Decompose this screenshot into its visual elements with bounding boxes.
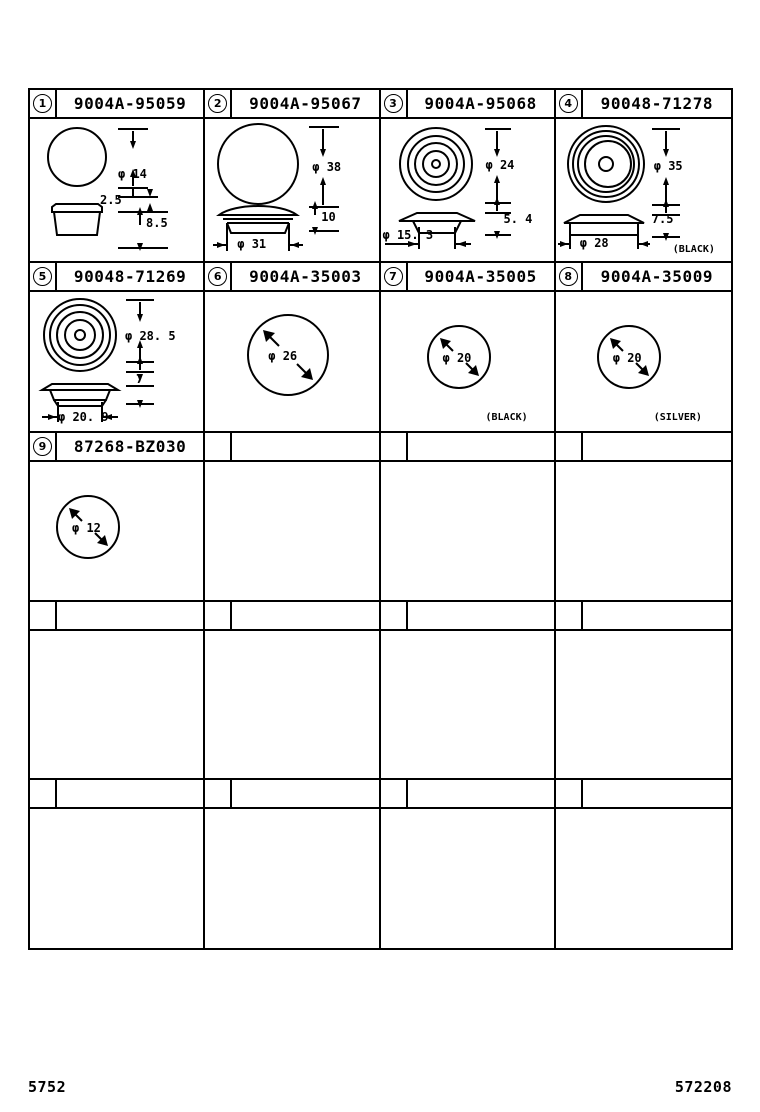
item-number-box	[30, 90, 57, 117]
dimension-label: φ 15. 3	[382, 228, 434, 242]
part-number-label: 9004A-35005	[424, 266, 537, 286]
color-note: (BLACK)	[485, 412, 528, 423]
part-number-label: 87268-BZ030	[73, 436, 187, 456]
item-number-box	[381, 263, 408, 290]
item-number-circle: 4	[559, 94, 578, 113]
header-cell-item-5[interactable]	[30, 263, 205, 290]
header-cell-item-3[interactable]	[381, 90, 556, 117]
header-cell-item-9[interactable]	[30, 433, 205, 460]
part-number-label	[408, 433, 554, 460]
body-row-1	[30, 119, 731, 263]
page-code-right: 572208	[674, 1078, 732, 1096]
header-cell-item-7[interactable]	[381, 263, 556, 290]
dimension-label: 7	[136, 372, 144, 386]
plug-drawing-2	[205, 119, 380, 261]
body-row-4	[30, 631, 731, 780]
header-cell-item-1[interactable]	[30, 90, 205, 117]
part-number-label	[408, 780, 554, 807]
page-code-left: 5752	[28, 1078, 67, 1096]
body-row-5	[30, 809, 731, 948]
item-number-circle: 5	[33, 267, 52, 286]
part-number-label	[583, 433, 731, 460]
item-number-box	[205, 90, 232, 117]
item-number-box	[30, 263, 57, 290]
header-cell-item-2[interactable]	[205, 90, 380, 117]
part-number-label: 90048-71269	[73, 266, 187, 286]
dimension-label: φ 26	[268, 349, 298, 363]
drawing-cell-empty	[381, 462, 556, 600]
drawing-cell-item-1	[30, 119, 205, 261]
item-number-box	[556, 602, 583, 629]
item-number-box	[556, 780, 583, 807]
body-row-3	[30, 462, 731, 602]
color-note: (BLACK)	[672, 244, 715, 255]
part-number-label	[583, 780, 731, 807]
header-row-1	[30, 90, 731, 119]
part-number-label	[57, 780, 203, 807]
part-number-label	[583, 602, 731, 629]
item-number-box	[381, 433, 408, 460]
item-number-box	[556, 263, 583, 290]
drawing-cell-item-9	[30, 462, 205, 600]
part-number-label	[57, 602, 203, 629]
drawing-cell-item-8	[556, 292, 731, 431]
plug-drawing-8	[556, 292, 731, 431]
header-row-4	[30, 602, 731, 631]
header-cell-item-4[interactable]	[556, 90, 731, 117]
item-number-box	[30, 433, 57, 460]
plug-drawing-1	[30, 119, 205, 261]
header-cell-item-8[interactable]	[556, 263, 731, 290]
header-cell-empty	[556, 780, 731, 807]
part-number-label: 9004A-35009	[600, 266, 714, 286]
dimension-label: φ 20	[442, 351, 472, 365]
header-cell-empty	[381, 433, 556, 460]
dimension-label: 8.5	[146, 216, 168, 230]
part-number-label	[232, 780, 378, 807]
header-row-2	[30, 263, 731, 292]
drawing-cell-item-6	[205, 292, 380, 431]
dimension-label: φ 38	[312, 160, 342, 174]
color-note: (SILVER)	[653, 412, 702, 423]
item-number-circle: 8	[559, 267, 578, 286]
dimension-label: φ 12	[72, 521, 101, 535]
header-cell-item-6[interactable]	[205, 263, 380, 290]
plug-drawing-5	[30, 292, 205, 431]
header-cell-empty	[205, 602, 380, 629]
header-cell-empty	[556, 433, 731, 460]
drawing-cell-item-4	[556, 119, 731, 261]
drawing-cell-empty	[381, 631, 556, 778]
part-number-label: 9004A-35003	[249, 266, 362, 286]
dimension-label: 5. 4	[503, 212, 533, 226]
part-number-label	[232, 602, 378, 629]
item-number-box	[381, 602, 408, 629]
item-number-circle: 9	[33, 437, 52, 456]
item-number-circle: 6	[208, 267, 227, 286]
item-number-box	[556, 433, 583, 460]
header-row-5	[30, 780, 731, 809]
dimension-label: φ 31	[237, 237, 267, 251]
header-cell-empty	[30, 602, 205, 629]
item-number-box	[205, 602, 232, 629]
drawing-cell-empty	[30, 809, 205, 948]
header-cell-empty	[381, 780, 556, 807]
drawing-cell-empty	[205, 809, 380, 948]
drawing-cell-empty	[381, 809, 556, 948]
header-cell-empty	[30, 780, 205, 807]
item-number-box	[30, 780, 57, 807]
part-number-label: 9004A-95068	[424, 93, 537, 113]
dimension-label: φ 14	[118, 167, 147, 181]
plug-drawing-9	[30, 462, 205, 600]
part-number-label: 9004A-95059	[73, 93, 187, 113]
parts-grid	[28, 88, 733, 950]
header-row-3	[30, 433, 731, 462]
item-number-box	[205, 780, 232, 807]
header-cell-empty	[205, 433, 380, 460]
part-number-label: 9004A-95067	[249, 93, 362, 113]
part-number-label: 90048-71278	[600, 93, 714, 113]
dimension-label: φ 20. 9	[58, 410, 109, 424]
drawing-cell-item-3	[381, 119, 556, 261]
item-number-box	[205, 433, 232, 460]
item-number-circle: 1	[33, 94, 52, 113]
item-number-circle: 3	[384, 94, 403, 113]
item-number-box	[381, 90, 408, 117]
drawing-cell-empty	[205, 462, 380, 600]
item-number-box	[381, 780, 408, 807]
header-cell-empty	[205, 780, 380, 807]
dimension-label: 2.5	[100, 193, 122, 207]
item-number-box	[556, 90, 583, 117]
dimension-label: φ 24	[485, 158, 515, 172]
item-number-circle: 2	[208, 94, 227, 113]
dimension-label: φ 35	[653, 159, 683, 173]
dimension-label: 10	[321, 210, 336, 224]
drawing-cell-item-5	[30, 292, 205, 431]
dimension-label: φ 28	[579, 236, 609, 250]
drawing-cell-empty	[556, 631, 731, 778]
item-number-box	[30, 602, 57, 629]
item-number-box	[205, 263, 232, 290]
dimension-label: φ 28. 5	[125, 329, 176, 343]
part-number-label	[232, 433, 378, 460]
drawing-cell-empty	[556, 809, 731, 948]
drawing-cell-empty	[556, 462, 731, 600]
dimension-label: 7.5	[651, 212, 674, 226]
dimension-label: φ 20	[612, 351, 642, 365]
drawing-cell-item-7	[381, 292, 556, 431]
drawing-cell-item-2	[205, 119, 380, 261]
part-number-label	[408, 602, 554, 629]
drawing-cell-empty	[205, 631, 380, 778]
item-number-circle: 7	[384, 267, 403, 286]
body-row-2	[30, 292, 731, 433]
header-cell-empty	[381, 602, 556, 629]
drawing-cell-empty	[30, 631, 205, 778]
header-cell-empty	[556, 602, 731, 629]
